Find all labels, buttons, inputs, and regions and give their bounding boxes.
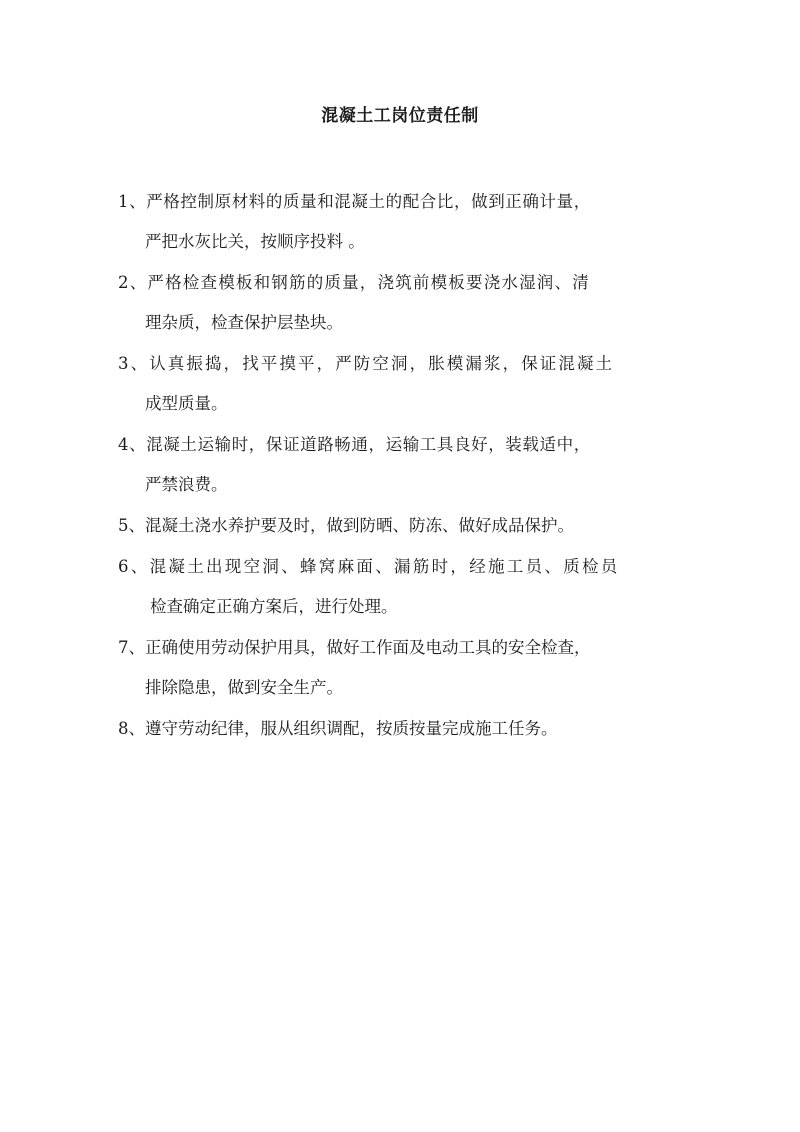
list-item (118, 553, 688, 621)
list-item (118, 715, 688, 743)
list-item (118, 188, 688, 256)
item-line: 严把水灰比关，按顺序投料 。 (145, 232, 365, 251)
item-line: 2、严格检查模板和钢筋的质量，浇筑前模板要浇水湿润、清 (118, 273, 590, 292)
item-line: 4、混凝土运输时，保证道路畅通，运输工具良好，装载适中， (118, 435, 591, 454)
item-line: 理杂质，检查保护层垫块。 (145, 313, 343, 332)
document-title: 混凝土工岗位责任制 (321, 106, 479, 126)
list-item (118, 350, 688, 418)
item-line: 7、正确使用劳动保护用具，做好工作面及电动工具的安全检查， (118, 638, 591, 657)
list-item (118, 431, 688, 499)
item-line: 排除隐患，做到安全生产。 (145, 678, 343, 697)
list-item (118, 512, 688, 540)
item-line: 严禁浪费。 (145, 475, 228, 494)
responsibility-list (118, 188, 688, 756)
item-line: 1、严格控制原材料的质量和混凝土的配合比，做到正确计量， (118, 192, 591, 211)
item-line: 5、混凝土浇水养护要及时，做到防晒、防冻、做好成品保护。 (118, 516, 574, 535)
item-line: 检查确定正确方案后，进行处理。 (150, 597, 398, 616)
item-line: 成型质量。 (145, 394, 228, 413)
item-line: 6、混凝土出现空洞、蜂窝麻面、漏筋时，经施工员、质检员 (118, 557, 620, 576)
item-line: 3、认真振捣，找平摸平，严防空洞，胀模漏浆，保证混凝土 (118, 354, 615, 373)
list-item (118, 269, 688, 337)
list-item (118, 634, 688, 702)
item-line: 8、遵守劳动纪律，服从组织调配，按质按量完成施工任务。 (118, 719, 558, 738)
